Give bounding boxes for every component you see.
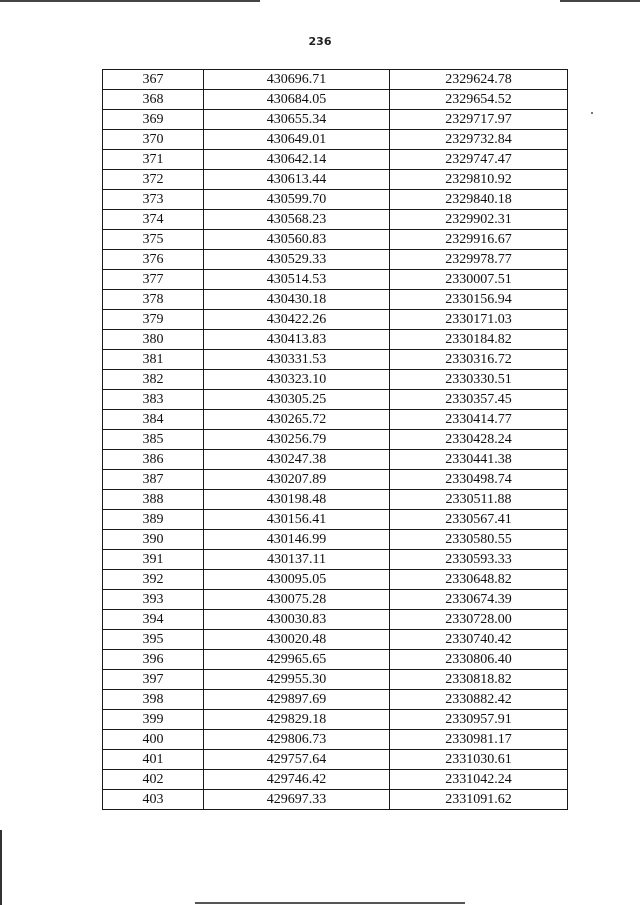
x-coordinate-cell: 430198.48	[204, 490, 390, 510]
x-coordinate-cell: 430613.44	[204, 170, 390, 190]
x-coordinate-cell: 430137.11	[204, 550, 390, 570]
point-number-cell: 379	[103, 310, 204, 330]
y-coordinate-cell: 2331030.61	[390, 750, 568, 770]
point-number-cell: 393	[103, 590, 204, 610]
y-coordinate-cell: 2330674.39	[390, 590, 568, 610]
table-row	[103, 510, 568, 530]
y-coordinate-cell: 2330648.82	[390, 570, 568, 590]
point-number-cell: 400	[103, 730, 204, 750]
y-coordinate-cell: 2330593.33	[390, 550, 568, 570]
x-coordinate-cell: 430430.18	[204, 290, 390, 310]
y-coordinate-cell: 2330007.51	[390, 270, 568, 290]
y-coordinate-cell: 2330428.24	[390, 430, 568, 450]
x-coordinate-cell: 429757.64	[204, 750, 390, 770]
x-coordinate-cell: 430331.53	[204, 350, 390, 370]
x-coordinate-cell: 430599.70	[204, 190, 390, 210]
point-number-cell: 375	[103, 230, 204, 250]
point-number-cell: 382	[103, 370, 204, 390]
point-number-cell: 377	[103, 270, 204, 290]
table-row	[103, 90, 568, 110]
y-coordinate-cell: 2329717.97	[390, 110, 568, 130]
point-number-cell: 370	[103, 130, 204, 150]
point-number-cell: 372	[103, 170, 204, 190]
x-coordinate-cell: 430655.34	[204, 110, 390, 130]
x-coordinate-cell: 430247.38	[204, 450, 390, 470]
table-row	[103, 430, 568, 450]
table-row	[103, 350, 568, 370]
table-row	[103, 530, 568, 550]
y-coordinate-cell: 2330981.17	[390, 730, 568, 750]
y-coordinate-cell: 2330184.82	[390, 330, 568, 350]
y-coordinate-cell: 2330740.42	[390, 630, 568, 650]
point-number-cell: 376	[103, 250, 204, 270]
coordinates-table	[102, 69, 568, 810]
y-coordinate-cell: 2330414.77	[390, 410, 568, 430]
point-number-cell: 369	[103, 110, 204, 130]
y-coordinate-cell: 2331042.24	[390, 770, 568, 790]
table-row	[103, 390, 568, 410]
table-row	[103, 230, 568, 250]
y-coordinate-cell: 2331091.62	[390, 790, 568, 810]
x-coordinate-cell: 430305.25	[204, 390, 390, 410]
x-coordinate-cell: 430265.72	[204, 410, 390, 430]
point-number-cell: 389	[103, 510, 204, 530]
table-row	[103, 370, 568, 390]
y-coordinate-cell: 2330882.42	[390, 690, 568, 710]
point-number-cell: 383	[103, 390, 204, 410]
point-number-cell: 394	[103, 610, 204, 630]
x-coordinate-cell: 430684.05	[204, 90, 390, 110]
point-number-cell: 367	[103, 70, 204, 90]
x-coordinate-cell: 429965.65	[204, 650, 390, 670]
x-coordinate-cell: 430156.41	[204, 510, 390, 530]
table-row	[103, 170, 568, 190]
point-number-cell: 402	[103, 770, 204, 790]
x-coordinate-cell: 430256.79	[204, 430, 390, 450]
point-number-cell: 385	[103, 430, 204, 450]
y-coordinate-cell: 2329840.18	[390, 190, 568, 210]
y-coordinate-cell: 2330806.40	[390, 650, 568, 670]
point-number-cell: 399	[103, 710, 204, 730]
y-coordinate-cell: 2330511.88	[390, 490, 568, 510]
table-row	[103, 590, 568, 610]
table-row	[103, 330, 568, 350]
y-coordinate-cell: 2329810.92	[390, 170, 568, 190]
point-number-cell: 395	[103, 630, 204, 650]
y-coordinate-cell: 2329732.84	[390, 130, 568, 150]
x-coordinate-cell: 430568.23	[204, 210, 390, 230]
table-row	[103, 110, 568, 130]
x-coordinate-cell: 430323.10	[204, 370, 390, 390]
y-coordinate-cell: 2329654.52	[390, 90, 568, 110]
x-coordinate-cell: 429806.73	[204, 730, 390, 750]
table-row	[103, 290, 568, 310]
x-coordinate-cell: 429746.42	[204, 770, 390, 790]
table-row	[103, 70, 568, 90]
x-coordinate-cell: 430696.71	[204, 70, 390, 90]
x-coordinate-cell: 430075.28	[204, 590, 390, 610]
y-coordinate-cell: 2330818.82	[390, 670, 568, 690]
y-coordinate-cell: 2330441.38	[390, 450, 568, 470]
table-row	[103, 730, 568, 750]
table-row	[103, 210, 568, 230]
table-row	[103, 750, 568, 770]
point-number-cell: 387	[103, 470, 204, 490]
table-row	[103, 710, 568, 730]
point-number-cell: 373	[103, 190, 204, 210]
table-row	[103, 190, 568, 210]
point-number-cell: 368	[103, 90, 204, 110]
table-row	[103, 250, 568, 270]
point-number-cell: 397	[103, 670, 204, 690]
table-row	[103, 490, 568, 510]
table-row	[103, 690, 568, 710]
scan-border-left	[0, 830, 2, 905]
table-row	[103, 550, 568, 570]
y-coordinate-cell: 2330567.41	[390, 510, 568, 530]
scan-speck	[591, 112, 593, 114]
y-coordinate-cell: 2329916.67	[390, 230, 568, 250]
table-row	[103, 650, 568, 670]
y-coordinate-cell: 2330156.94	[390, 290, 568, 310]
table-row	[103, 630, 568, 650]
point-number-cell: 374	[103, 210, 204, 230]
point-number-cell: 388	[103, 490, 204, 510]
y-coordinate-cell: 2329624.78	[390, 70, 568, 90]
y-coordinate-cell: 2329902.31	[390, 210, 568, 230]
x-coordinate-cell: 429829.18	[204, 710, 390, 730]
y-coordinate-cell: 2330330.51	[390, 370, 568, 390]
table-row	[103, 670, 568, 690]
y-coordinate-cell: 2330316.72	[390, 350, 568, 370]
x-coordinate-cell: 429897.69	[204, 690, 390, 710]
table-row	[103, 790, 568, 810]
table-row	[103, 450, 568, 470]
x-coordinate-cell: 430642.14	[204, 150, 390, 170]
point-number-cell: 381	[103, 350, 204, 370]
point-number-cell: 398	[103, 690, 204, 710]
x-coordinate-cell: 430529.33	[204, 250, 390, 270]
y-coordinate-cell: 2330498.74	[390, 470, 568, 490]
table-row	[103, 270, 568, 290]
point-number-cell: 403	[103, 790, 204, 810]
x-coordinate-cell: 430514.53	[204, 270, 390, 290]
table-row	[103, 410, 568, 430]
page-number: 236	[308, 35, 332, 48]
x-coordinate-cell: 430649.01	[204, 130, 390, 150]
coordinates-table-body	[103, 70, 568, 810]
y-coordinate-cell: 2330728.00	[390, 610, 568, 630]
x-coordinate-cell: 429697.33	[204, 790, 390, 810]
point-number-cell: 392	[103, 570, 204, 590]
x-coordinate-cell: 430422.26	[204, 310, 390, 330]
table-row	[103, 310, 568, 330]
y-coordinate-cell: 2330580.55	[390, 530, 568, 550]
point-number-cell: 378	[103, 290, 204, 310]
x-coordinate-cell: 430560.83	[204, 230, 390, 250]
scan-border-top	[0, 0, 640, 2]
scan-border-bottom	[195, 902, 465, 904]
point-number-cell: 371	[103, 150, 204, 170]
point-number-cell: 396	[103, 650, 204, 670]
table-row	[103, 770, 568, 790]
table-row	[103, 470, 568, 490]
x-coordinate-cell: 429955.30	[204, 670, 390, 690]
y-coordinate-cell: 2329747.47	[390, 150, 568, 170]
point-number-cell: 384	[103, 410, 204, 430]
y-coordinate-cell: 2330357.45	[390, 390, 568, 410]
x-coordinate-cell: 430030.83	[204, 610, 390, 630]
x-coordinate-cell: 430146.99	[204, 530, 390, 550]
table-row	[103, 150, 568, 170]
y-coordinate-cell: 2330957.91	[390, 710, 568, 730]
point-number-cell: 390	[103, 530, 204, 550]
point-number-cell: 386	[103, 450, 204, 470]
y-coordinate-cell: 2330171.03	[390, 310, 568, 330]
x-coordinate-cell: 430020.48	[204, 630, 390, 650]
table-row	[103, 570, 568, 590]
table-row	[103, 610, 568, 630]
point-number-cell: 380	[103, 330, 204, 350]
x-coordinate-cell: 430207.89	[204, 470, 390, 490]
y-coordinate-cell: 2329978.77	[390, 250, 568, 270]
point-number-cell: 401	[103, 750, 204, 770]
x-coordinate-cell: 430095.05	[204, 570, 390, 590]
point-number-cell: 391	[103, 550, 204, 570]
table-row	[103, 130, 568, 150]
x-coordinate-cell: 430413.83	[204, 330, 390, 350]
